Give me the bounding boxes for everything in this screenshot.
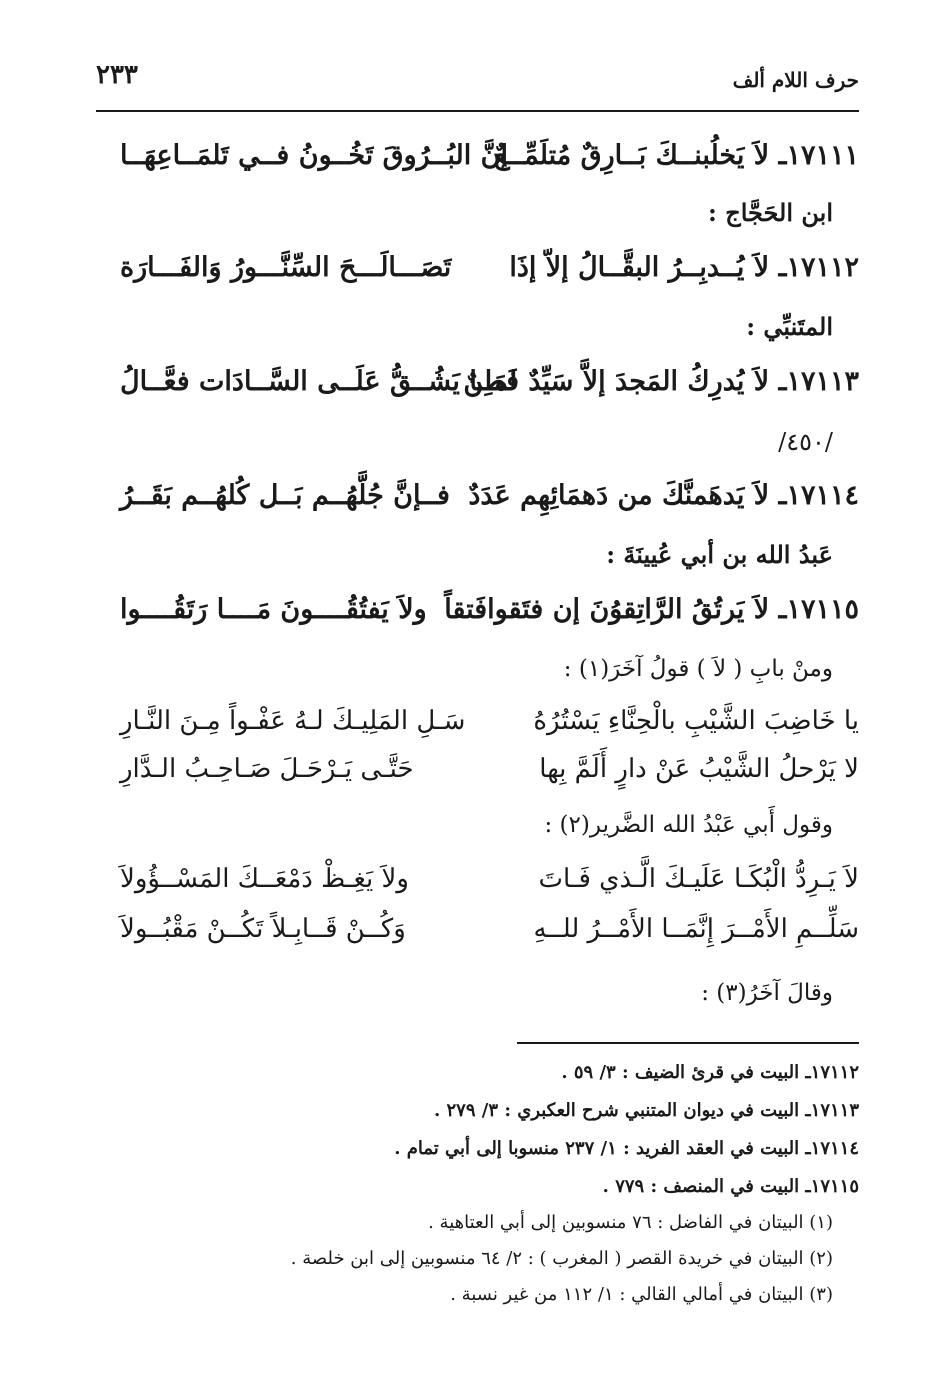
footnote: ١٧١١٢ـ البيت في قرئ الضيف : ٣/ ٥٩ .: [561, 1062, 859, 1083]
poet-attribution: عَبدُ الله بن أبي عُيينَةَ :: [606, 540, 833, 569]
couplet-2-line-2-first-hemistich: سَلِّــمِ الأَمْــرَ إِنَّمَــا الأَمْــرُ للــهِ: [533, 914, 859, 944]
couplet-2-line-1-first-hemistich: لاَ يَـرِدُّ الْبُكَـا عَلَيـكَ الَّـذي فَـاتَ: [538, 864, 859, 894]
verse-17111-second-hemistich: إنَّ البُــرُوقَ تَخُــونُ فــي تَلمَــاعِهَــا: [120, 140, 508, 171]
couplet-1-line-2-second-hemistich: حَتَّـى يَـرْحَـلَ صَـاحِـبُ الـدَّارِ: [120, 754, 414, 784]
verse-17113-second-hemistich: لمَــا يَشُــقُّ عَلَــى السَّــادَات فعَّــالُ: [120, 366, 518, 397]
verse-17114-second-hemistich: فــإنَّ جُلَّهُــم بَــل كُلهُــم بَقَــرُ: [120, 480, 450, 511]
section-intro: وقول أَبي عَبْدُ الله الضَّرير(٢) :: [544, 812, 833, 838]
footnote-divider: [517, 1042, 859, 1044]
poet-attribution: المتَنبِّي :: [746, 312, 833, 341]
couplet-1-line-1-second-hemistich: سَـلِ المَلِيـكَ لـهُ عَفْـواً مِـنَ النَّـارِ: [120, 706, 466, 736]
footnote: ١٧١١٤ـ البيت في العقد الفريد : ١/ ٢٣٧ منسوبا إلى أبي تمام .: [394, 1138, 859, 1159]
footnote: (٣) البيتان في أمالي القالي : ١/ ١١٢ من غير نسبة .: [450, 1284, 833, 1305]
couplet-1-line-1-first-hemistich: يا خَاضِبَ الشَّيْبِ بالْحِنَّاءِ يَسْتُرُهُ: [533, 706, 859, 736]
verse-17115-second-hemistich: ولاَ يَفتُقُــــونَ مَــــا رَتَقُــــوا: [120, 594, 427, 625]
chapter-title: حرف اللام ألف: [732, 68, 859, 92]
verse-17112-second-hemistich: تَصَـــالَـــحَ السِّنَّـــورُ وَالفَـــارَة: [120, 252, 452, 283]
verse-17113-first-hemistich: ١٧١١٣ـ لاَ يُدرِكُ المَجدَ إلاَّ سَيِّدٌ فَطِنٌ: [463, 366, 859, 397]
poet-attribution: ابن الحَجَّاج :: [708, 198, 833, 227]
couplet-2-line-2-second-hemistich: وَكُــنْ قَــابِـلاً تَكُــنْ مَقْبُــولاَ: [120, 914, 406, 944]
verse-17111-first-hemistich: ١٧١١١ـ لاَ يَخلُبنــكَ بَــارِقٌ مُتلَمِّــعٌ: [493, 140, 859, 171]
verse-17112-first-hemistich: ١٧١١٢ـ لاَ يُــدبِــرُ البقَّــالُ إلاّ إذَا: [509, 252, 859, 283]
page-number: ٢٣٣: [96, 60, 138, 90]
verse-17115-first-hemistich: ١٧١١٥ـ لاَ يَرتُقُ الرَّاتِقوُنَ إن فتَقوافَتقاً: [444, 594, 859, 625]
header-divider: [96, 110, 859, 112]
section-intro: وقالَ آخَرُ(٣) :: [701, 980, 833, 1006]
verse-17114-first-hemistich: ١٧١١٤ـ لاَ يَدهَمنَّكَ من دَهمَائِهِم عَدَدٌ: [468, 480, 859, 511]
footnote: (٢) البيتان في خريدة القصر ( المغرب ) : ٢/ ٦٤ منسوبين إلى ابن خلصة .: [290, 1248, 833, 1269]
footnote: ١٧١١٥ـ البيت في المنصف : ٧٧٩ .: [602, 1176, 859, 1197]
page-marker: /٤٥٠/: [778, 428, 833, 456]
couplet-2-line-1-second-hemistich: ولاَ يَغِـظْ دَمْعَــكَ المَسْــؤُولاَ: [120, 864, 409, 894]
section-intro: ومنْ بابِ ( لاَ ) قولُ آخَرَ(١) :: [563, 656, 833, 682]
footnote: (١) البيتان في الفاضل : ٧٦ منسوبين إلى أبي العتاهية .: [428, 1212, 833, 1233]
footnote: ١٧١١٣ـ البيت في ديوان المتنبي شرح العكبري : ٣/ ٢٧٩ .: [433, 1100, 859, 1121]
couplet-1-line-2-first-hemistich: لا يَرْحلُ الشَّيْبُ عَنْ دارٍ أَلَمَّ بِها: [539, 754, 859, 784]
